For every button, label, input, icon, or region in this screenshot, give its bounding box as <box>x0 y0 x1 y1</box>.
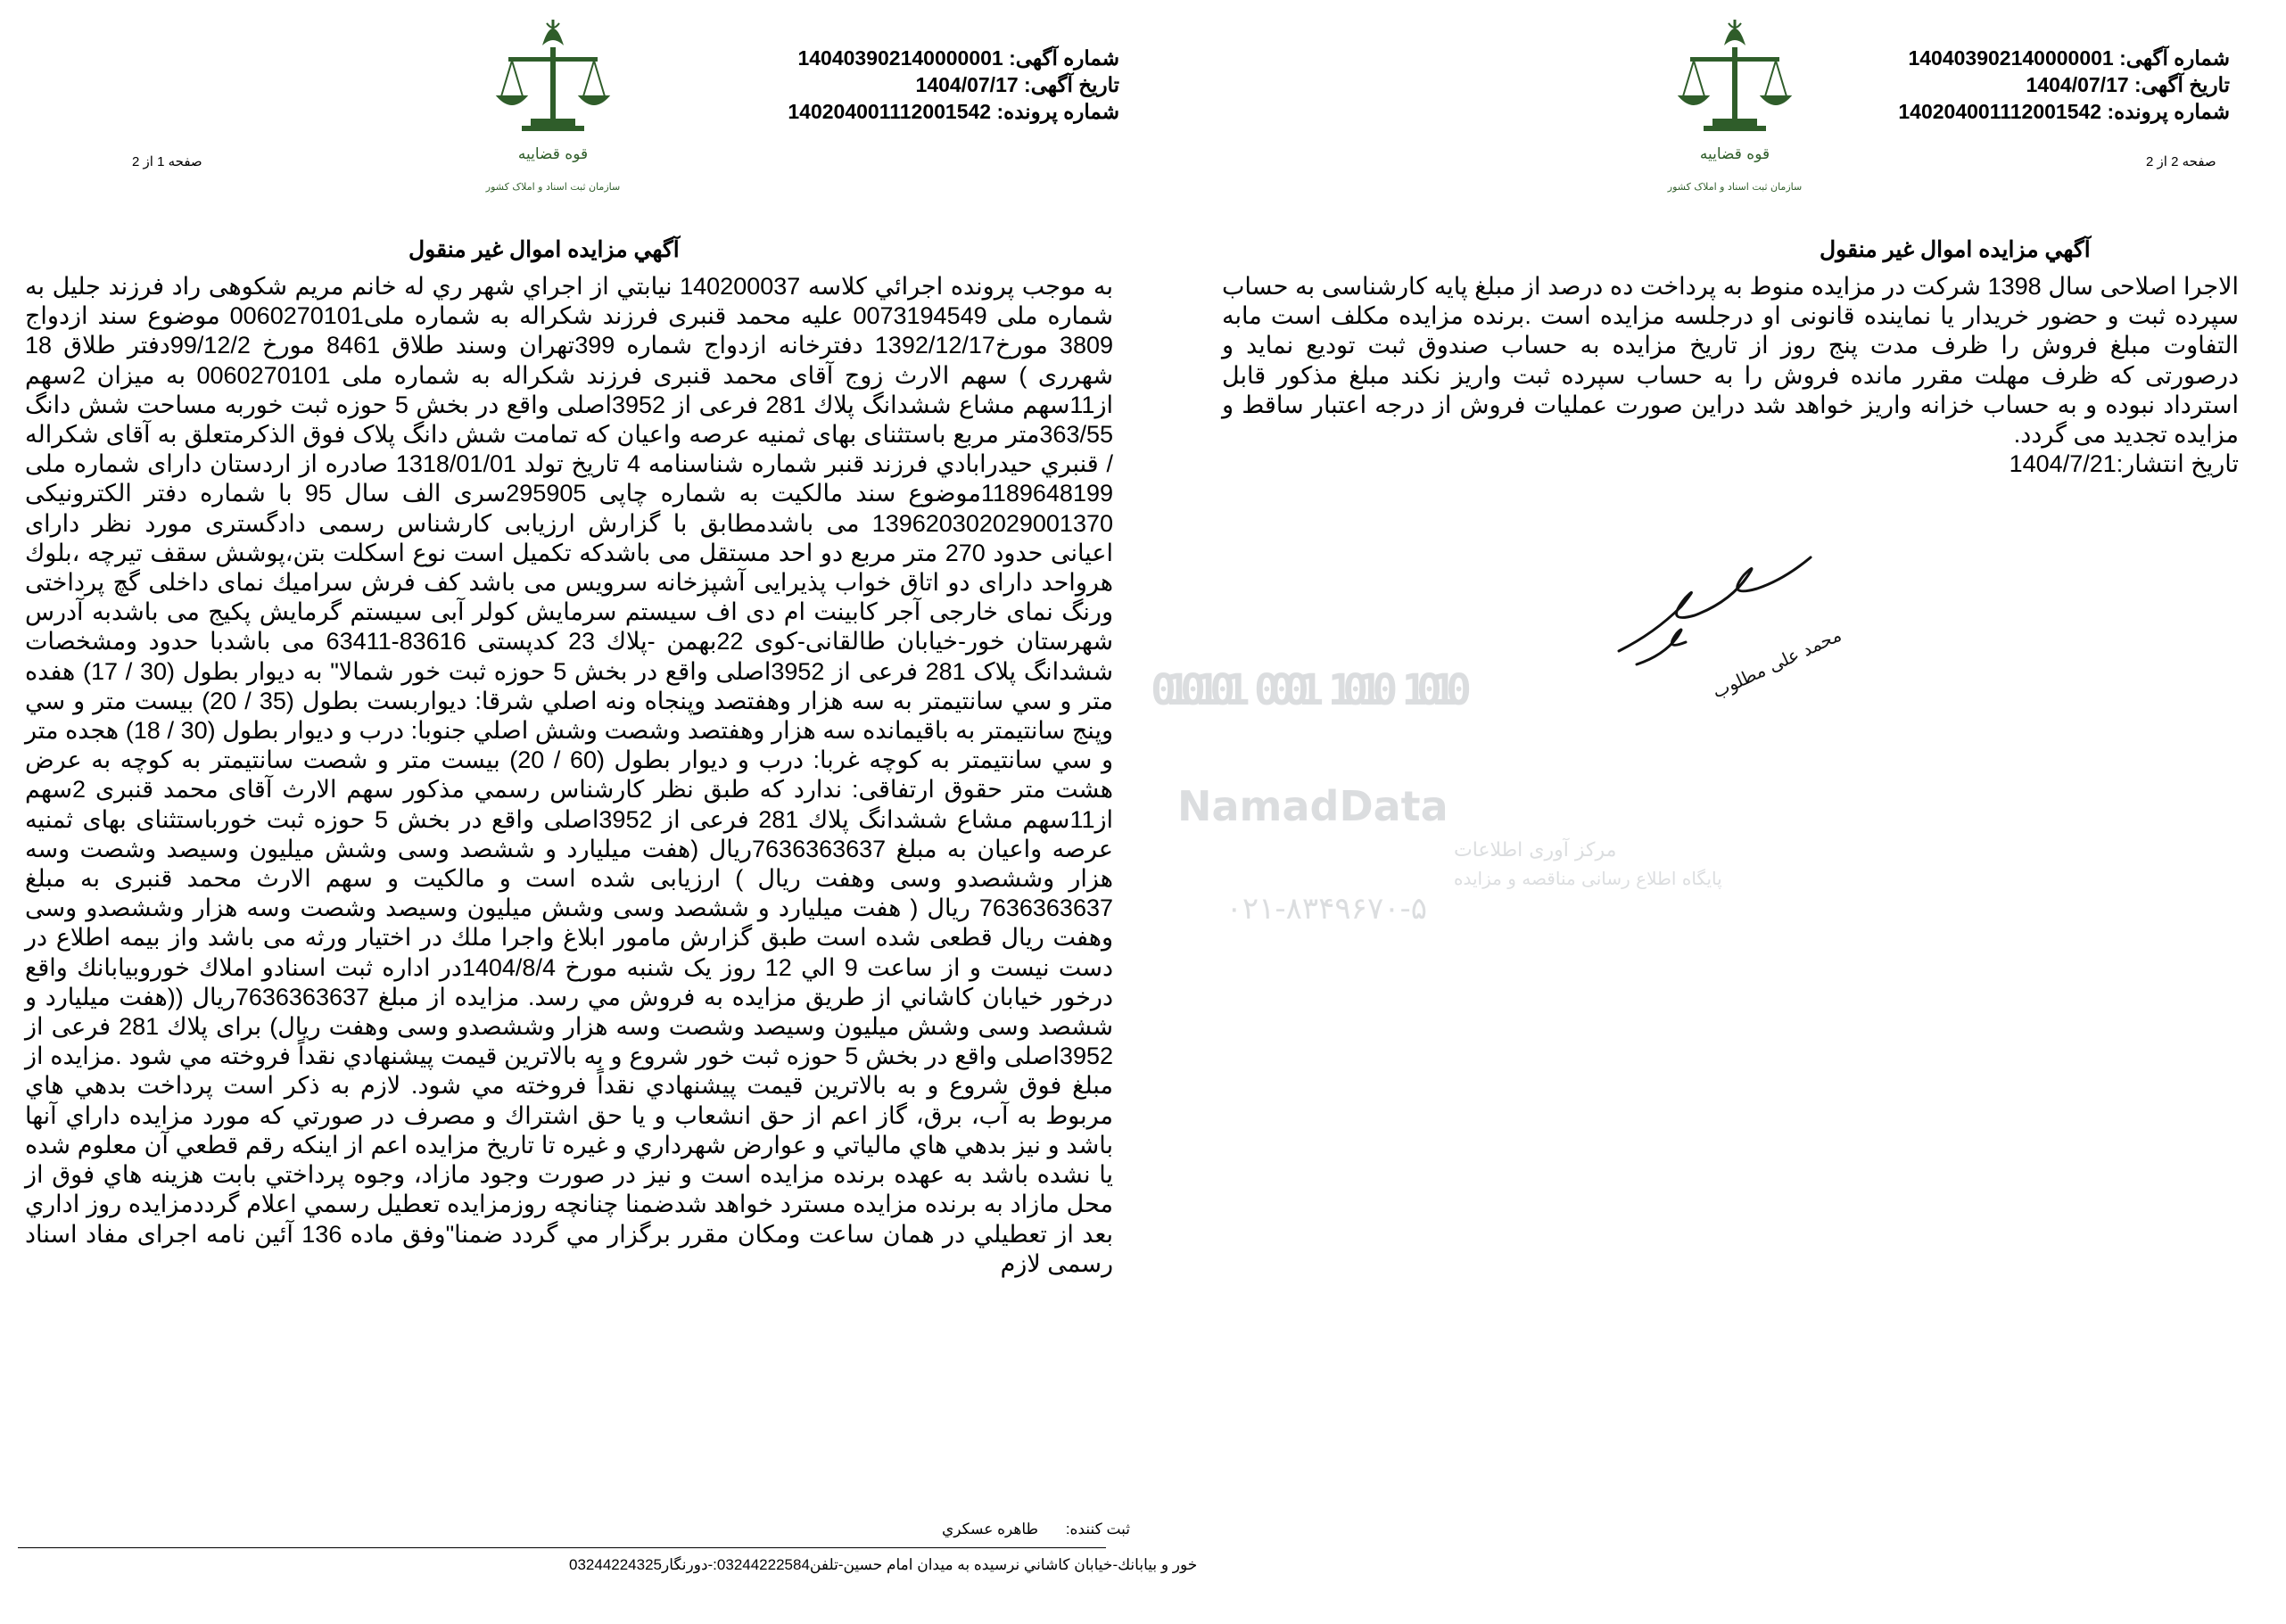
notice-number: شماره آگهی: 140403902140000001 <box>1908 46 2230 70</box>
watermark-line2: پایگاه اطلاع رسانی مناقصه و مزایده <box>1454 868 1722 889</box>
file-number: شماره پرونده: 140204001112001542 <box>788 100 1119 123</box>
footer-divider <box>18 1547 1106 1548</box>
author-name: طاهره عسكري <box>942 1521 1039 1537</box>
file-number: شماره پرونده: 140204001112001542 <box>1898 100 2230 123</box>
watermark-line1: مرکز آوری اطلاعات <box>1454 839 1617 861</box>
footer-address: خور و بيابانك-خيابان كاشاني نرسيده به ميدان امام حسين-تلفن03244222584:-دورنگار03244224325 <box>569 1556 1198 1573</box>
judiciary-emblem-icon <box>482 7 624 208</box>
notice-page-1 <box>18 0 1198 1624</box>
emblem-subtext: سازمان ثبت اسناد و املاک کشور <box>485 181 621 193</box>
publish-date: تاريخ انتشار:1404/7/21 <box>2009 450 2239 478</box>
watermark-phone: ۰۲۱-۸۳۴۹۶۷۰-۵ <box>1226 891 1427 927</box>
signature-name: محمد علی مطلوب <box>1709 623 1845 703</box>
notice-number: شماره آگهی: 140403902140000001 <box>797 46 1119 70</box>
watermark-digits: 010101 0001 1010 1010 <box>1151 665 1472 715</box>
notice-body-text: الاجرا اصلاحی سال 1398 شركت در مزايده منوط به پرداخت ده درصد از مبلغ پايه كارشناسی به حساب سپرده ثبت و حضور خريدار يا نماينده قانونی او درجلسه مزايده است .برنده مزايده مكلف است مابه التفاوت مبلغ فروش را ظرف مدت پنج روز از تاريخ مزايده به حساب صندوق ثبت توديع نمايد و درصورتی كه ظرف مهلت مقرر مانده فروش را به حساب سپرده ثبت واريز نكند مبلغ مذكور قابل استرداد نبوده و به حساب خزانه واريز خواهد شد دراين صورت عمليات فروش از درجه اعتبار ساقط و مزايده تجديد می گردد. <box>1222 273 2239 449</box>
notice-body <box>1222 272 2239 479</box>
signature <box>1601 544 1845 703</box>
notice-title: آگهي مزايده اموال غير منقول <box>409 237 680 262</box>
notice-body <box>25 272 1113 1279</box>
header-meta <box>745 45 1119 125</box>
page-number: صفحه 1 از 2 <box>132 154 202 169</box>
emblem-text: قوه قضاییه <box>517 145 589 163</box>
judiciary-emblem-icon <box>1663 7 1806 208</box>
notice-title: آگهي مزايده اموال غير منقول <box>1820 237 2091 262</box>
header-meta <box>1855 45 2230 125</box>
watermark-brand: NamadData <box>1177 782 1448 830</box>
emblem-text: قوه قضاییه <box>1699 145 1770 163</box>
emblem-subtext: سازمان ثبت اسناد و املاک کشور <box>1667 181 1803 193</box>
notice-date: تاریخ آگهی: 1404/07/17 <box>2026 73 2230 96</box>
author-label: ثبت كننده: <box>1065 1521 1130 1537</box>
watermark-stamp <box>1133 651 1722 981</box>
author-line <box>919 1521 1130 1538</box>
notice-date: تاریخ آگهی: 1404/07/17 <box>915 73 1119 96</box>
page-number: صفحه 2 از 2 <box>2146 154 2216 169</box>
notice-body-text: به موجب پرونده اجرائي كلاسه 140200037 نيابتي از اجراي شهر ري له خانم مريم شكوهی راد فرزند جليل به شماره ملی 0073194549 عليه محمد قنبری فرزند شكراله به شماره ملی0060270101 موضوع سند ازدواج 3809 مورخ1392/12/17 دفترخانه ازدواج شماره 399تهران وسند طلاق 8461 مورخ 99/12/2دفتر طلاق 18 شهرری ) سهم الارث زوج آقای محمد قنبری فرزند شكراله به شماره ملی 0060270101 به ميزان 2سهم از11سهم مشاع ششدانگ پلاك 281 فرعی از 3952اصلی واقع در بخش 5 حوزه ثبت خوربه مساحت شش دانگ 363/55متر مربع باستثنای بهای ثمنيه عرصه واعيان كه تمامت شش دانگ پلاک فوق الذكرمتعلق به آقای شكراله / قنبري حيدرابادي فرزند قنبر شماره شناسنامه 4 تاريخ تولد 1318/01/01 صادره از اردستان دارای شماره ملی 1189648199موضوع سند مالكيت به شماره چاپی 295905سری الف سال 95 با شماره دفتر الكترونيكی 139620302029001370 می باشدمطابق با گزارش ارزيابی كارشناس رسمی دادگستری مورد نظر دارای اعيانی حدود 270 متر مربع دو احد مستقل می باشدكه تكميل است نوع اسكلت بتن،پوشش سقف تيرچه ،بلوك هرواحد دارای دو اتاق خواب پذيرايی آشپزخانه سرويس می باشد كف فرش سراميك نمای داخلی گچ پرداختی ورنگ نمای خارجی آجر كابينت ام دی اف سيستم سرمايش كولر آبی سيستم گرمايش پكيج می باشدبه آدرس شهرستان خور-خيابان طالقانی-كوی 22بهمن -پلاك 23 كدپستی 83616-63411 می باشدبا حدود ومشخصات ششدانگ پلاک 281 فرعی از 3952اصلی واقع در بخش 5 حوزه ثبت خور شمالا" به ديوار بطول (30 / 17) هفده متر و سي سانتيمتر به سه هزار وهفتصد وپنجاه ونه اصلي شرقا: ديواربست بطول (35 / 20) بيست متر و سي وپنج سانتيمتر به باقيمانده سه هزار وهفتصد وشصت وشش اصلي جنوبا: درب و ديوار بطول (30 / 18) هجده متر و سي سانتيمتر به كوچه غربا: درب و ديوار بطول (60 / 20) بيست متر و شصت سانتيمتر به كوچه به عرض هشت متر حقوق ارتفاقی: ندارد كه طبق نظر كارشناس رسمي مذكور سهم الارث آقای محمد قنبری 2سهم از11سهم مشاع ششدانگ پلاك 281 فرعی از 3952اصلی واقع در بخش 5 حوزه ثبت خورباستثنای بهای ثمنيه عرصه واعيان به مبلغ 7636363637ريال (هفت ميليارد و ششصد وسی وشش ميليون وسيصد وشصت وسه هزار وششصدو وسی وهفت ريال ) ارزيابی شده است و مالكيت و سهم الارث محمد قنبری به مبلغ 7636363637 ريال ( هفت ميليارد و ششصد وسی وشش ميليون وسيصد وشصت وسه هزار وششصدو وسی وهفت ريال قطعی شده است طبق گزارش مامور ابلاغ واجرا ملك در اختيار ورثه می باشد واز بيمه اطلاع در دست نيست و از ساعت 9 الي 12 روز يک شنبه مورخ 1404/8/4در اداره ثبت اسنادو املاك خوروبيابانك واقع درخور خيابان كاشاني از طريق مزايده به فروش مي رسد. مزايده از مبلغ 7636363637ريال ((هفت ميليارد و ششصد وسی وشش ميليون وسيصد وشصت وسه هزار وششصدو وسی وهفت ريال) برای پلاك 281 فرعی از 3952اصلی واقع در بخش 5 حوزه ثبت خور شروع و به بالاترين قيمت پيشنهادي نقداً فروخته مي شود .مزايده از مبلغ فوق شروع و به بالاترين قيمت پيشنهادي نقداً فروخته مي شود. لازم به ذكر است پرداخت بدهي هاي مربوط به آب، برق، گاز اعم از حق انشعاب و يا حق اشتراك و مصرف در صورتي كه مورد مزايده داراي آنها باشد و نيز بدهي هاي مالياتي و عوارض شهرداري و غيره تا تاريخ مزايده اعم از اينكه رقم قطعي آن معلوم شده يا نشده باشد به عهده برنده مزايده است و نيز در صورت وجود مازاد، وجوه پرداختي بابت هزينه هاي فوق از محل مازاد به برنده مزايده مسترد خواهد شدضمنا چنانچه روزمزايده تعطيل رسمي اعلام گرددمزايده روز اداري بعد از تعطيلي در همان ساعت ومكان مقرر برگزار مي گردد ضمنا"وفق ماده 136 آئين نامه اجراى مفاد اسناد رسمى لازم <box>25 273 1114 1277</box>
